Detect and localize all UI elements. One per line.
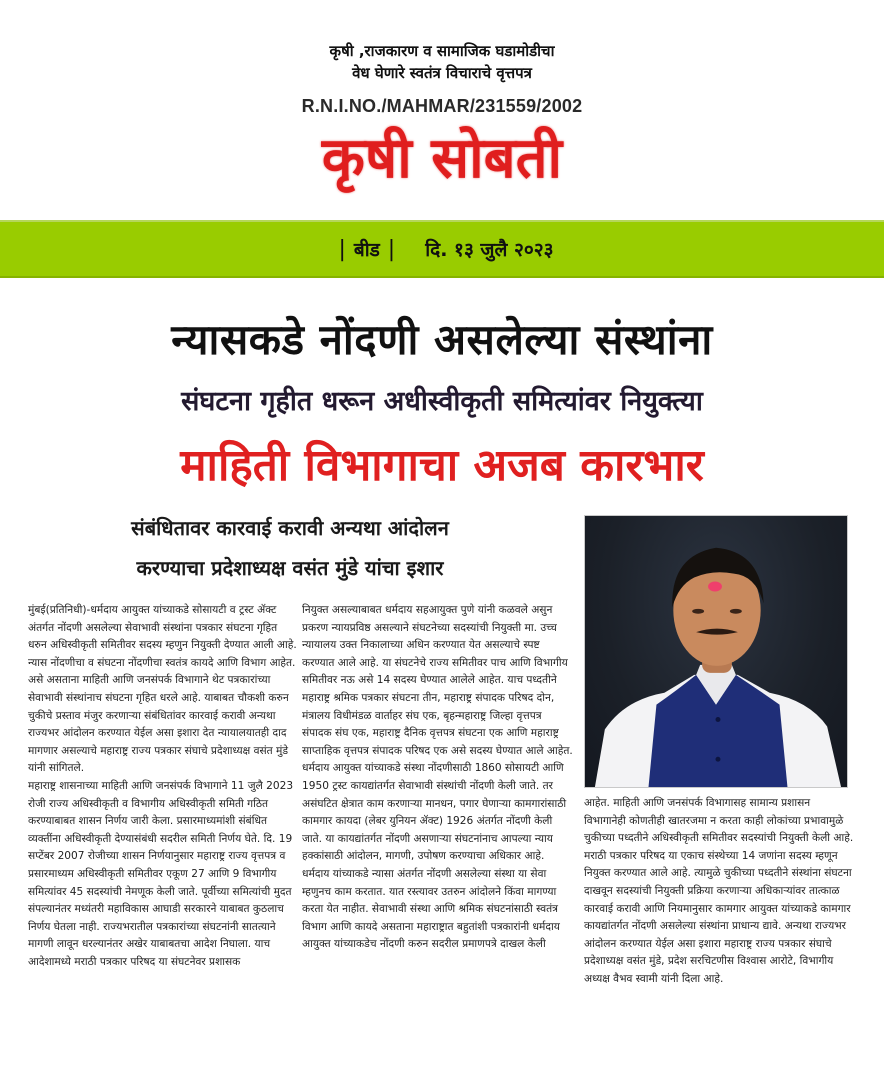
paragraph: आहेत. माहिती आणि जनसंपर्क विभागासह सामान्य प्रशासन विभागानेही कोणतीही खातरजमा न करता काही लोकांच्या प्रभावामुळे चुकीच्या पध्दतीने अधिस्वीकृती समितीवर सदस्यांची नियुक्ती केली आहे.: [584, 797, 854, 845]
button: [716, 717, 721, 722]
tagline-line-2: वेध घेणारे स्वतंत्र विचाराचे वृत्तपत्र: [352, 64, 532, 82]
button: [716, 757, 721, 762]
registration-number: R.N.I.NO./MAHMAR/231559/2002: [301, 96, 583, 116]
headline-secondary: संघटना गृहीत धरून अधीस्वीकृती समित्यांवर नियुक्त्या: [181, 386, 703, 417]
dateline-band: [0, 220, 884, 278]
headline-red: माहिती विभागाचा अजब कारभार: [180, 440, 704, 491]
paragraph: महाराष्ट्र शासनाच्या माहिती आणि जनसंपर्क विभागाने 11 जुलै 2023 रोजी राज्य अधिस्वीकृती व विभागीय अधिस्वीकृती समिती गठित करण्याबाबत शासन निर्णय जारी केला. प्रसारमाध्यमांशी संबंधित व्यक्तींना अधिस्वीकृती देण्यासंबंधी सदरील समिती निर्णय घेते. दि. 19 सप्टेंबर 2007 रोजीच्या शासन निर्णयानुसार महाराष्ट्र राज्य वृत्तपत्र व प्रसारमाध्यम अधिस्वीकृती समितीवर एकूण 27 आणि 9 विभागीय समित्यांवर 45 सदस्यांची नेमणूक केली जाते. पूर्वीच्या समित्यांची मुदत संपल्यानंतर मध्यंतरी महाविकास आघाडी सरकारने याबाबत कुठलाच निर्णय घेतला नाही. राज्यभरातील पत्रकारांच्या संघटनांनी सातत्याने मागणी लावून धरल्यानंतर अखेर याबाबतचा आदेश निघाला. याच आदेशामध्ये मराठी पत्रकार परिषद या संघटनेवर प्रशासक: [28, 779, 294, 968]
tagline-line-1: कृषी ,राजकारण व सामाजिक घडामोडीचा: [329, 42, 555, 60]
subheadline-line-1: संबंधितावर कारवाई करावी अन्यथा आंदोलन: [131, 516, 449, 540]
dateline-separator-right: |: [387, 236, 396, 262]
headline-primary: न्यासकडे नोंदणी असलेल्या संस्थांना: [171, 315, 713, 364]
newspaper-name: कृषी सोबती: [321, 126, 563, 191]
portrait-photo: [584, 515, 848, 788]
article-column-2: [302, 602, 574, 954]
eye: [730, 609, 742, 614]
paragraph: मराठी पत्रकार परिषद या एकाच संस्थेच्या 14 जणांना सदस्य म्हणून नियुक्त करण्यात आले आहे. त्यामुळे चुकीच्या पध्दतीने संस्थांना संघटना दाखवून सदस्यांची नियुक्ती प्रक्रिया करणाऱ्या अधिकाऱ्यांवर तात्काळ कारवाई करावी आणि नियमानुसार कामगार आयुक्त यांच्याकडे कामगार कायद्यांतर्गत नोंदणी असलेल्या संस्थांना प्राधान्य द्यावे. अन्यथा राज्यभर आंदोलन करण्यात येईल असा इशारा महाराष्ट्र राज्य पत्रकार संघाचे प्रदेशाध्यक्ष वसंत मुंडे, प्रदेश सरचिटणीस विश्वास आरोटे, विभागीय अध्यक्ष वैभव स्वामी यांनी दिला आहे.: [584, 849, 852, 985]
eye: [692, 609, 704, 614]
subheadline-line-2: करण्याचा प्रदेशाध्यक्ष वसंत मुंडे यांचा इशार: [136, 556, 444, 580]
article-column-1: [28, 602, 298, 971]
paragraph: मुंबई(प्रतिनिधी)-धर्मदाय आयुक्त यांच्याकडे सोसायटी व ट्रस्ट ॲक्ट अंतर्गत नोंदणी असलेल्या सेवाभावी संस्थांना पत्रकार संघटना गृहित धरुन अधिस्वीकृती समितीवर सदस्य म्हणुन नियुक्ती देण्यात आली आहे. न्यास नोंदणीचा व संघटना नोंदणीचा स्वतंत्र कायदे आणि विभाग आहेत. असे असताना माहिती आणि जनसंपर्क विभागाने थेट पत्रकारांच्या सेवाभावी संस्थांनाच संघटना गृहित धरले आहे. याबाबत चौकशी करुन चुकीचे प्रस्ताव मंजुर करणाऱ्या संबंधितांवर कारवाई करावी अन्यथा राज्यभर आंदोलन करण्यात येईल असा इशारा देत न्यायालयातही दाद मागणार असल्याचे महाराष्ट्र राज्य पत्रकार संघाचे प्रदेशाध्यक्ष वसंत मुंडे यांनी सांगितले.: [28, 604, 297, 775]
tagline: [0, 40, 884, 84]
person-illustration: [585, 516, 847, 787]
dateline-separator-left: |: [338, 236, 346, 262]
paragraph: नियुक्त असल्याबाबत धर्मदाय सहआयुक्त पुणे यांनी कळवले असुन प्रकरण न्यायप्रविष्ठ असल्याने संघटनेच्या सदस्यांची नियुक्ती मा. उच्च न्यायालय उक्त निकालाच्या अधिन करण्यात येत असल्याचे स्पष्ट करण्यात आले आहे. या संघटनेचे राज्य समितीवर पाच आणि विभागीय समितीवर नऊ असे 14 सदस्य घेण्यात आलेले आहेत. याच पध्दतीने महाराष्ट्र श्रमिक पत्रकार संघटना तीन, महाराष्ट्र संपादक परिषद दोन, मंत्रालय विधीमंडळ वार्ताहर संघ एक, बृहन्महाराष्ट्र जिल्हा वृत्तपत्र संपादक संघ एक, महाराष्ट्र दैनिक वृत्तपत्र संघटना एक आणि महाराष्ट्र साप्ताहिक वृत्तपत्र संपादक परिषद एक असे सदस्य घेण्यात आले आहेत.: [302, 604, 573, 757]
paragraph: धर्मदाय आयुक्त यांच्याकडे संस्था नोंदणीसाठी 1860 सोसायटी आणि 1950 ट्रस्ट कायद्यांतर्गत सेवाभावी संस्थांची नोंदणी केली जाते. तर असंघटित क्षेत्रात काम करणाऱ्या मानधन, पगार घेणाऱ्या कामगारांसाठी कामगार कायदा (लेबर युनियन ॲक्ट) 1926 अंतर्गत नोंदणी केली जाते. या कायद्यांतर्गत नोंदणी असणाऱ्या संघटनांनाच आपल्या न्याय हक्कांसाठी आंदोलन, मागणी, उपोषण करण्याचा अधिकार आहे. धर्मदाय यांच्याकडे न्यासा अंतर्गत नोंदणी असलेल्या संस्था या सेवा म्हणुनच काम करतात. यात रस्त्यावर उतरुन आंदोलने किंवा मागण्या करता येत नाहीत. सेवाभावी संस्था आणि श्रमिक संघटनांसाठी स्वतंत्र विभाग आणि कायदे असताना महाराष्ट्रात बहुतांशी पत्रकारांनी धर्मदाय आयुक्त यांच्याकडेच नोंदणी करुन सदरील प्रमाणपत्रे दाखल केली: [302, 762, 567, 951]
dateline-date: दि. १३ जुलै २०२३: [425, 239, 554, 261]
tilak: [708, 582, 722, 592]
subheadline: [0, 508, 580, 588]
article-column-3: [584, 795, 854, 989]
dateline-city: बीड: [353, 239, 380, 261]
masthead: [0, 0, 884, 215]
